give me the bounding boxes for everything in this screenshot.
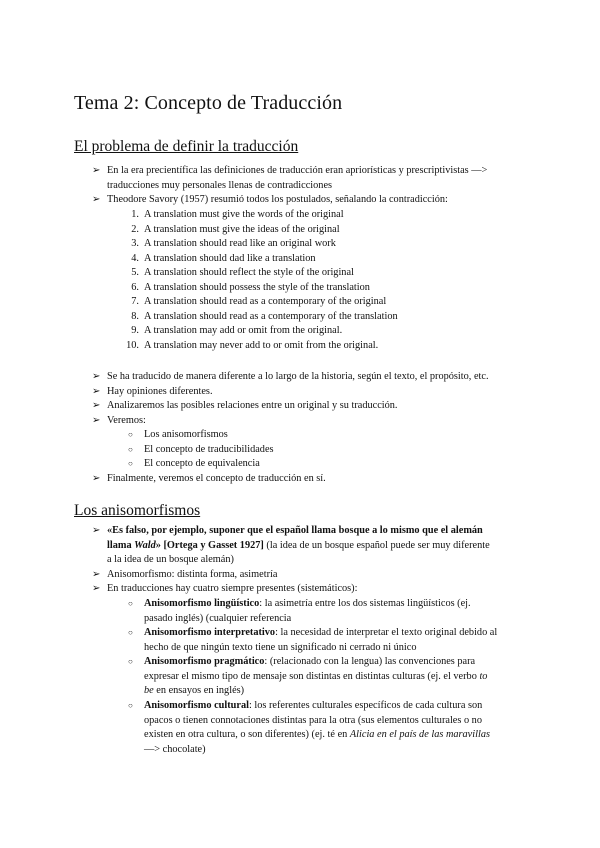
paragraph-line: En la era precientífica las definiciones de traducción eran apriorísticas y prescriptivistas —> — [107, 165, 488, 176]
list-number: 3. — [131, 238, 139, 249]
list-number: 6. — [131, 281, 139, 293]
paragraph-line: Anisomorfismo: distinta forma, asimetría — [107, 568, 278, 580]
arrow-bullet-icon: ➢ — [92, 165, 101, 176]
quote-line — [107, 524, 483, 539]
list-item-cont: pasado inglés) (cualquier referencia — [144, 612, 292, 624]
term-bold: Anisomorfismo cultural — [144, 700, 249, 711]
quote-line — [107, 539, 490, 554]
list-item-cont: —> chocolate) — [144, 743, 206, 755]
list-number: 9. — [131, 325, 139, 336]
numbered-item: A translation must give the ideas of the original — [144, 223, 340, 235]
list-number: 10. — [126, 339, 139, 351]
arrow-bullet-icon: ➢ — [92, 194, 101, 205]
term-bold: Anisomorfismo pragmático — [144, 656, 265, 667]
list-number: 8. — [131, 310, 139, 322]
circle-bullet-icon: ○ — [128, 430, 133, 439]
term-bold: Anisomorfismo lingüístico — [144, 598, 260, 609]
numbered-item: A translation should dad like a translation — [144, 252, 316, 264]
quote-rest: (la idea de un bosque español puede ser muy diferente — [263, 539, 490, 551]
numbered-item: A translation should possess the style of the translation — [144, 281, 370, 293]
paragraph-line: Se ha traducido de manera diferente a lo largo de la historia, según el texto, el propósito, etc. — [107, 371, 489, 382]
list-item: Anisomorfismo cultural: los referentes culturales específicos de cada cultura son — [144, 700, 483, 711]
circle-bullet-icon: ○ — [128, 628, 133, 637]
list-item: El concepto de traducibilidades — [144, 443, 274, 455]
circle-bullet-icon: ○ — [128, 657, 133, 666]
list-item-cont: expresar el mismo tipo de mensaje son distintas en distintas culturas (ej. el verbo to — [144, 670, 488, 682]
arrow-bullet-icon: ➢ — [92, 385, 101, 397]
paragraph-line: Veremos: — [107, 414, 146, 426]
quote-bold: «Es falso, por ejemplo, suponer que el español llama bosque a lo mismo que el alemán — [107, 525, 483, 536]
paragraph-line: Theodore Savory (1957) resumió todos los postulados, señalando la contradicción: — [107, 194, 448, 205]
list-item-cont: hecho de que ningún texto tiene un significado ni cerrado ni único — [144, 641, 417, 653]
list-item: Anisomorfismo lingüístico: la asimetría entre los dos sistemas lingüísticos (ej. — [144, 598, 471, 609]
list-number: 2. — [131, 223, 139, 235]
term-bold: Anisomorfismo interpretativo — [144, 627, 276, 638]
list-item-cont: be en ensayos en inglés) — [144, 685, 245, 696]
quote-citation: » [Ortega y Gasset 1927] — [155, 539, 264, 551]
section-heading-anisomorfismos: Los anisomorfismos — [74, 502, 201, 519]
list-number: 7. — [131, 296, 139, 307]
arrow-bullet-icon: ➢ — [92, 400, 101, 411]
numbered-item: A translation should read like an original work — [144, 238, 336, 249]
list-item: Anisomorfismo interpretativo: la necesidad de interpretar el texto original debido al — [144, 627, 498, 638]
circle-bullet-icon: ○ — [128, 444, 133, 454]
numbered-item: A translation may add or omit from the original. — [144, 325, 343, 336]
list-item-cont: existen en otra cultura, o son diferentes) (ej. té en Alicia en el país de las maravillas — [144, 729, 490, 740]
numbered-item: A translation should reflect the style of the original — [144, 267, 354, 278]
list-item: El concepto de equivalencia — [144, 458, 260, 469]
paragraph-line: Finalmente, veremos el concepto de traducción en sí. — [107, 473, 326, 484]
list-item: Anisomorfismo pragmático: (relacionado con la lengua) las convenciones para — [144, 656, 476, 667]
numbered-item: A translation should read as a contemporary of the original — [144, 296, 387, 307]
numbered-item: A translation must give the words of the original — [144, 209, 344, 220]
numbered-item: A translation should read as a contemporary of the translation — [144, 310, 398, 322]
arrow-bullet-icon: ➢ — [92, 525, 101, 536]
list-number: 1. — [131, 209, 139, 220]
page-title: Tema 2: Concepto de Traducción — [74, 92, 343, 114]
list-item-cont: opacos o tienen connotaciones distintas para la otra (sus elementos culturales o no — [144, 714, 482, 726]
arrow-bullet-icon: ➢ — [92, 473, 101, 484]
arrow-bullet-icon: ➢ — [92, 583, 101, 594]
arrow-bullet-icon: ➢ — [92, 568, 101, 580]
circle-bullet-icon: ○ — [128, 701, 133, 710]
paragraph-line: traducciones muy personales llenas de contradicciones — [107, 179, 333, 191]
section-heading-problema: El problema de definir la traducción — [74, 138, 299, 155]
list-number: 5. — [131, 267, 139, 278]
numbered-item: A translation may never add to or omit from the original. — [144, 339, 379, 351]
list-item: Los anisomorfismos — [144, 429, 228, 440]
arrow-bullet-icon: ➢ — [92, 414, 101, 426]
list-number: 4. — [131, 252, 139, 264]
arrow-bullet-icon: ➢ — [92, 371, 101, 382]
circle-bullet-icon: ○ — [128, 459, 133, 468]
paragraph-line: a la idea de un bosque alemán) — [107, 554, 234, 565]
paragraph-line: Hay opiniones diferentes. — [107, 385, 213, 397]
paragraph-line: En traducciones hay cuatro siempre presentes (sistemáticos): — [107, 583, 358, 594]
paragraph-line: Analizaremos las posibles relaciones entre un original y su traducción. — [107, 400, 398, 411]
quote-bold: llama — [107, 539, 135, 551]
quote-italic: Wald — [134, 539, 156, 551]
circle-bullet-icon: ○ — [128, 599, 133, 608]
